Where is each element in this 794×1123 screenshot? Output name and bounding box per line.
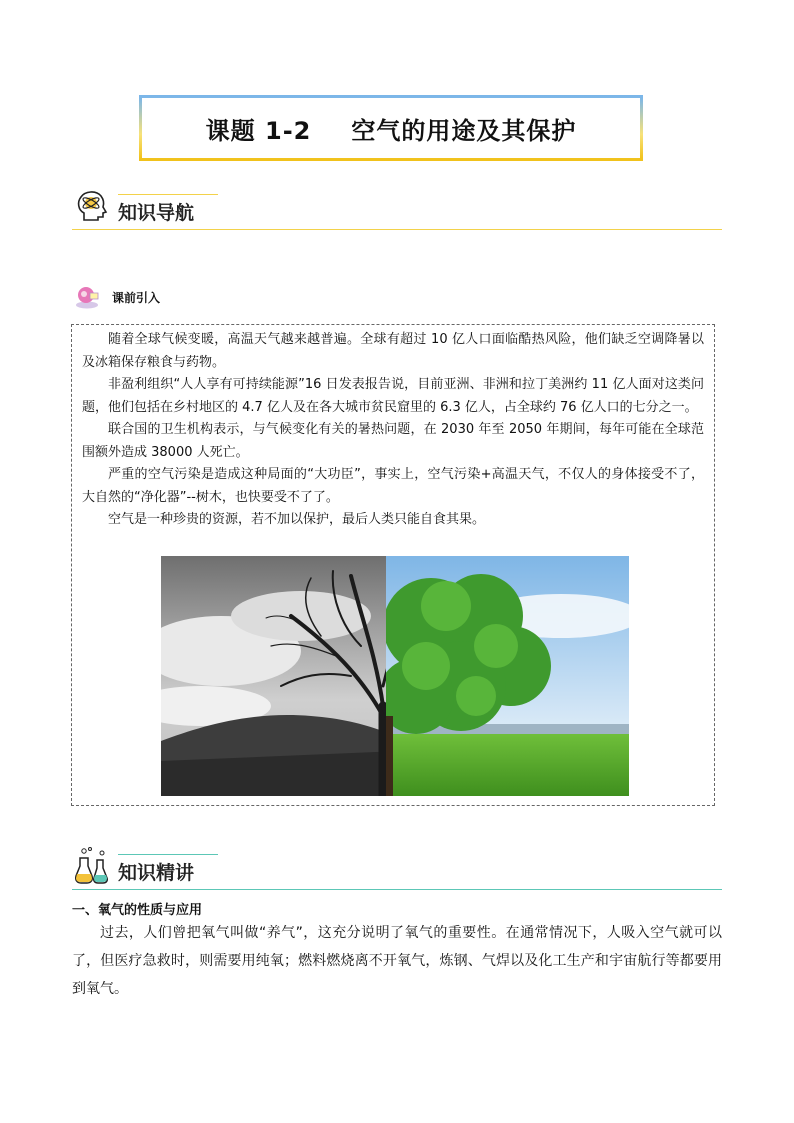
section-divider <box>72 229 722 230</box>
page-title <box>206 111 577 146</box>
lecture-heading: 一、氧气的性质与应用 <box>72 903 203 918</box>
intro-paragraph: 联合国的卫生机构表示，与气候变化有关的暑热问题，在 2030 年至 2050 年期间，每年可能在全球范围额外造成 38000 人死亡。 <box>82 422 704 460</box>
intro-paragraph: 严重的空气污染是造成这种局面的“大功臣”，事实上，空气污染+高温天气，不仅人的身体接受不了，大自然的“净化器”--树木，也快要受不了了。 <box>82 467 704 505</box>
intro-paragraph: 随着全球气候变暖，高温天气越来越普遍。全球有超过 10 亿人口面临酷热风险，他们缺乏空调降暑以及冰箱保存粮食与药物。 <box>82 332 704 370</box>
intro-box <box>71 324 715 806</box>
intro-paragraph: 空气是一种珍贵的资源，若不加以保护，最后人类只能自食其果。 <box>108 512 486 527</box>
section-navigation-header <box>72 186 722 230</box>
lesson-topic: 空气的用途及其保护 <box>351 116 577 145</box>
intro-paragraph: 非盈利组织“人人享有可持续能源”16 日发表报告说，目前亚洲、非洲和拉丁美洲约 11 亿人面对这类问题，他们包括在乡村地区的 4.7 亿人及在各大城市贫民窟里的 6.3 亿人，占全球约 76 亿人口的七分之一。 <box>82 377 704 415</box>
lesson-number: 课题 1-2 <box>205 116 312 145</box>
intro-title: 课前引入 <box>112 291 161 305</box>
section-lecture-header <box>72 846 722 890</box>
lecture-paragraph: 过去，人们曾把氧气叫做“养气”，这充分说明了氧气的重要性。在通常情况下，人吸入空气就可以了，但医疗急救时，则需要用纯氧；燃料燃烧离不开氧气，炼钢、气焊以及化工生产和宇宙航行等都要用到氧气。 <box>72 925 722 997</box>
tree-photo <box>161 556 629 796</box>
section-navigation-title: 知识导航 <box>118 202 195 224</box>
lab-flask-icon <box>72 846 112 886</box>
person-avatar-icon <box>74 284 100 310</box>
section-lecture-title: 知识精讲 <box>118 862 195 884</box>
title-box <box>139 95 643 161</box>
intro-text <box>82 329 704 532</box>
head-atom-icon <box>72 186 112 226</box>
section-divider <box>72 889 722 890</box>
